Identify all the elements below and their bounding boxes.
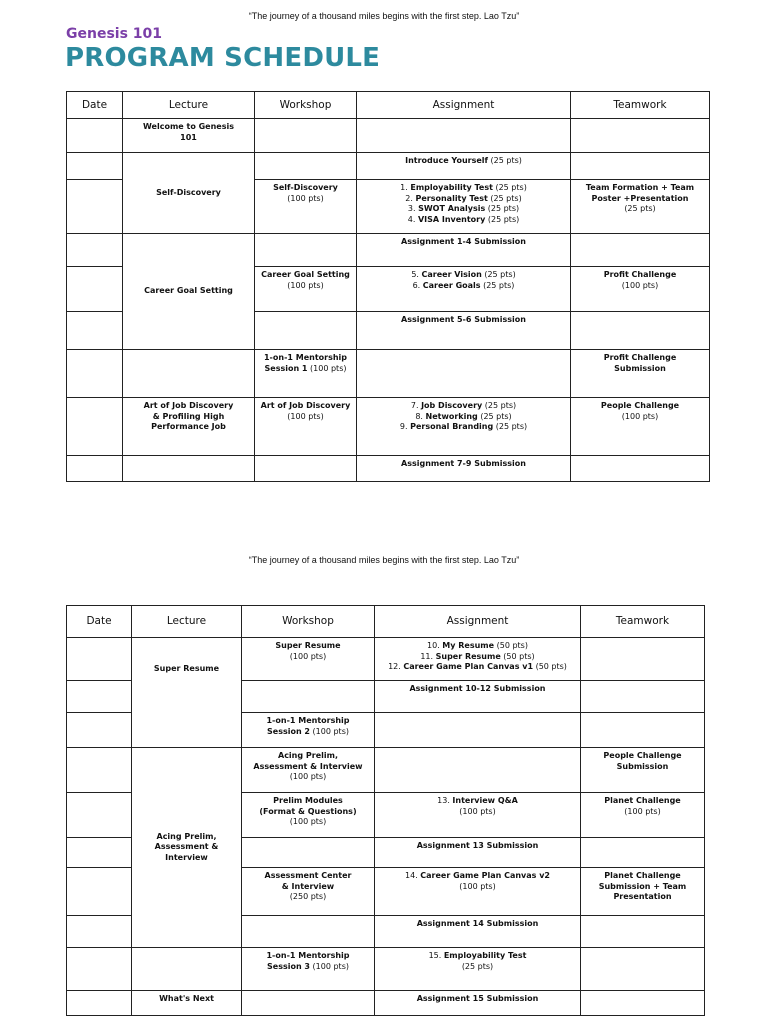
- workshop-cell: [242, 916, 375, 948]
- column-header-workshop: Workshop: [242, 606, 375, 638]
- quote: “The journey of a thousand miles begins with the first step. Lao Tzu”: [248, 555, 520, 565]
- assignment-item: 6. Career Goals (25 pts): [412, 280, 515, 290]
- assignment-item: 11. Super Resume (50 pts): [420, 651, 535, 661]
- assignment-points: (25 pts): [488, 156, 522, 165]
- workshop-cell: [255, 456, 357, 482]
- workshop-cell: Acing Prelim, Assessment & Interview (100 pts): [242, 748, 375, 793]
- assignment-cell: Assignment 10-12 Submission: [375, 681, 581, 713]
- teamwork-cell: [581, 838, 705, 868]
- date-cell: [67, 638, 132, 681]
- date-cell: [67, 948, 132, 991]
- teamwork-cell: People Challenge Submission: [581, 748, 705, 793]
- lecture-cell: Art of Job Discovery & Profiling High Performance Job: [123, 398, 255, 456]
- date-cell: [67, 793, 132, 838]
- lecture-cell: Welcome to Genesis 101: [123, 119, 255, 153]
- date-cell: [67, 398, 123, 456]
- teamwork-cell: People Challenge (100 pts): [571, 398, 710, 456]
- workshop-cell: 1-on-1 Mentorship Session 1 (100 pts): [255, 350, 357, 398]
- assignment-cell: 13. Interview Q&A (100 pts): [375, 793, 581, 838]
- assignment-item: 8. Networking (25 pts): [415, 411, 512, 421]
- teamwork-cell: [571, 119, 710, 153]
- assignment-cell: [357, 267, 571, 312]
- lecture-cell: What's Next: [132, 991, 242, 1016]
- lecture-cell: Super Resume: [132, 638, 242, 748]
- assignment-cell: [357, 153, 571, 180]
- table-row: [67, 153, 710, 180]
- column-header-date: Date: [67, 92, 123, 119]
- assignment-cell: Assignment 5-6 Submission: [357, 312, 571, 350]
- workshop-cell: [255, 312, 357, 350]
- date-cell: [67, 868, 132, 916]
- column-header-lecture: Lecture: [132, 606, 242, 638]
- schedule-table-2: [66, 605, 705, 1016]
- assignment-item: 7. Job Discovery (25 pts): [410, 401, 517, 410]
- assignment-cell: Assignment 1-4 Submission: [357, 234, 571, 267]
- teamwork-cell: Planet Challenge Submission + Team Presentation: [581, 868, 705, 916]
- assignment-cell: [375, 713, 581, 748]
- table-row: [67, 234, 710, 267]
- table-header-row: [67, 606, 705, 638]
- teamwork-cell: Profit Challenge Submission: [571, 350, 710, 398]
- lecture-cell: Career Goal Setting: [123, 234, 255, 350]
- teamwork-cell: [581, 638, 705, 681]
- table-header-row: [67, 92, 710, 119]
- workshop-cell: Prelim Modules (Format & Questions) (100 pts): [242, 793, 375, 838]
- lecture-cell: Self-Discovery: [123, 153, 255, 234]
- workshop-cell: 1-on-1 Mentorship Session 3 (100 pts): [242, 948, 375, 991]
- teamwork-cell: Planet Challenge (100 pts): [581, 793, 705, 838]
- schedule-table-1: [66, 91, 710, 482]
- table-row: [67, 638, 705, 681]
- assignment-cell: [357, 350, 571, 398]
- column-header-assignment: Assignment: [357, 92, 571, 119]
- column-header-teamwork: Teamwork: [571, 92, 710, 119]
- assignment-cell: [357, 398, 571, 456]
- workshop-cell: 1-on-1 Mentorship Session 2 (100 pts): [242, 713, 375, 748]
- lecture-cell: [132, 948, 242, 991]
- column-header-assignment: Assignment: [375, 606, 581, 638]
- workshop-cell: Art of Job Discovery (100 pts): [255, 398, 357, 456]
- assignment-item: 5. Career Vision (25 pts): [411, 270, 516, 279]
- assignment-item: 1. Employability Test (25 pts): [400, 183, 527, 192]
- assignment-item: 12. Career Game Plan Canvas v1 (50 pts): [388, 662, 567, 671]
- date-cell: [67, 991, 132, 1016]
- teamwork-cell: [581, 991, 705, 1016]
- workshop-cell: Super Resume (100 pts): [242, 638, 375, 681]
- date-cell: [67, 838, 132, 868]
- table-row: [67, 748, 705, 793]
- assignment-cell: 14. Career Game Plan Canvas v2 (100 pts): [375, 868, 581, 916]
- lecture-cell: Acing Prelim, Assessment & Interview: [132, 748, 242, 948]
- assignment-cell: Assignment 15 Submission: [375, 991, 581, 1016]
- date-cell: [67, 456, 123, 482]
- column-header-date: Date: [67, 606, 132, 638]
- workshop-points: (100 pts): [287, 193, 324, 203]
- workshop-cell: [242, 681, 375, 713]
- assignment-item: 9. Personal Branding (25 pts): [399, 422, 528, 431]
- date-cell: [67, 267, 123, 312]
- date-cell: [67, 234, 123, 267]
- table-row: [67, 991, 705, 1016]
- teamwork-cell: [571, 456, 710, 482]
- date-cell: [67, 119, 123, 153]
- date-cell: [67, 681, 132, 713]
- workshop-title: Self-Discovery: [273, 183, 338, 192]
- date-cell: [67, 153, 123, 180]
- workshop-cell: Career Goal Setting (100 pts): [255, 267, 357, 312]
- workshop-cell: [242, 838, 375, 868]
- date-cell: [67, 748, 132, 793]
- assignment-item: 2. Personality Test (25 pts): [405, 193, 522, 203]
- assignment-cell: Assignment 13 Submission: [375, 838, 581, 868]
- table-row: [67, 398, 710, 456]
- assignment-cell: [375, 638, 581, 681]
- teamwork-cell: [571, 153, 710, 180]
- teamwork-cell: [581, 681, 705, 713]
- date-cell: [67, 180, 123, 234]
- assignment-item: 10. My Resume (50 pts): [427, 641, 528, 650]
- column-header-workshop: Workshop: [255, 92, 357, 119]
- assignment-cell: [375, 748, 581, 793]
- table-row: [67, 948, 705, 991]
- workshop-cell: [255, 119, 357, 153]
- teamwork-cell: Team Formation + Team Poster +Presentation (25 pts): [571, 180, 710, 234]
- lecture-cell: [123, 456, 255, 482]
- workshop-cell: [255, 180, 357, 234]
- assignment-item: 3. SWOT Analysis (25 pts): [407, 204, 520, 213]
- program-subtitle: Genesis 101: [66, 26, 163, 42]
- assignment-cell: [357, 180, 571, 234]
- assignment-cell: [357, 119, 571, 153]
- table-row: [67, 350, 710, 398]
- table-row: [67, 119, 710, 153]
- teamwork-cell: [571, 234, 710, 267]
- teamwork-cell: [581, 948, 705, 991]
- lecture-cell: [123, 350, 255, 398]
- date-cell: [67, 350, 123, 398]
- date-cell: [67, 312, 123, 350]
- page-title: PROGRAM SCHEDULE: [65, 43, 381, 73]
- date-cell: [67, 916, 132, 948]
- teamwork-cell: Profit Challenge (100 pts): [571, 267, 710, 312]
- workshop-cell: [255, 234, 357, 267]
- assignment-cell: Assignment 14 Submission: [375, 916, 581, 948]
- column-header-teamwork: Teamwork: [581, 606, 705, 638]
- assignment-cell: Assignment 7-9 Submission: [357, 456, 571, 482]
- workshop-cell: Assessment Center & Interview (250 pts): [242, 868, 375, 916]
- table-row: [67, 456, 710, 482]
- assignment-cell: 15. Employability Test (25 pts): [375, 948, 581, 991]
- teamwork-cell: [571, 312, 710, 350]
- date-cell: [67, 713, 132, 748]
- column-header-lecture: Lecture: [123, 92, 255, 119]
- assignment-title: Introduce Yourself: [405, 156, 489, 165]
- workshop-cell: [242, 991, 375, 1016]
- teamwork-cell: [581, 916, 705, 948]
- teamwork-cell: [581, 713, 705, 748]
- assignment-item: 4. VISA Inventory (25 pts): [407, 214, 520, 224]
- quote: “The journey of a thousand miles begins with the first step. Lao Tzu”: [248, 11, 520, 21]
- workshop-cell: [255, 153, 357, 180]
